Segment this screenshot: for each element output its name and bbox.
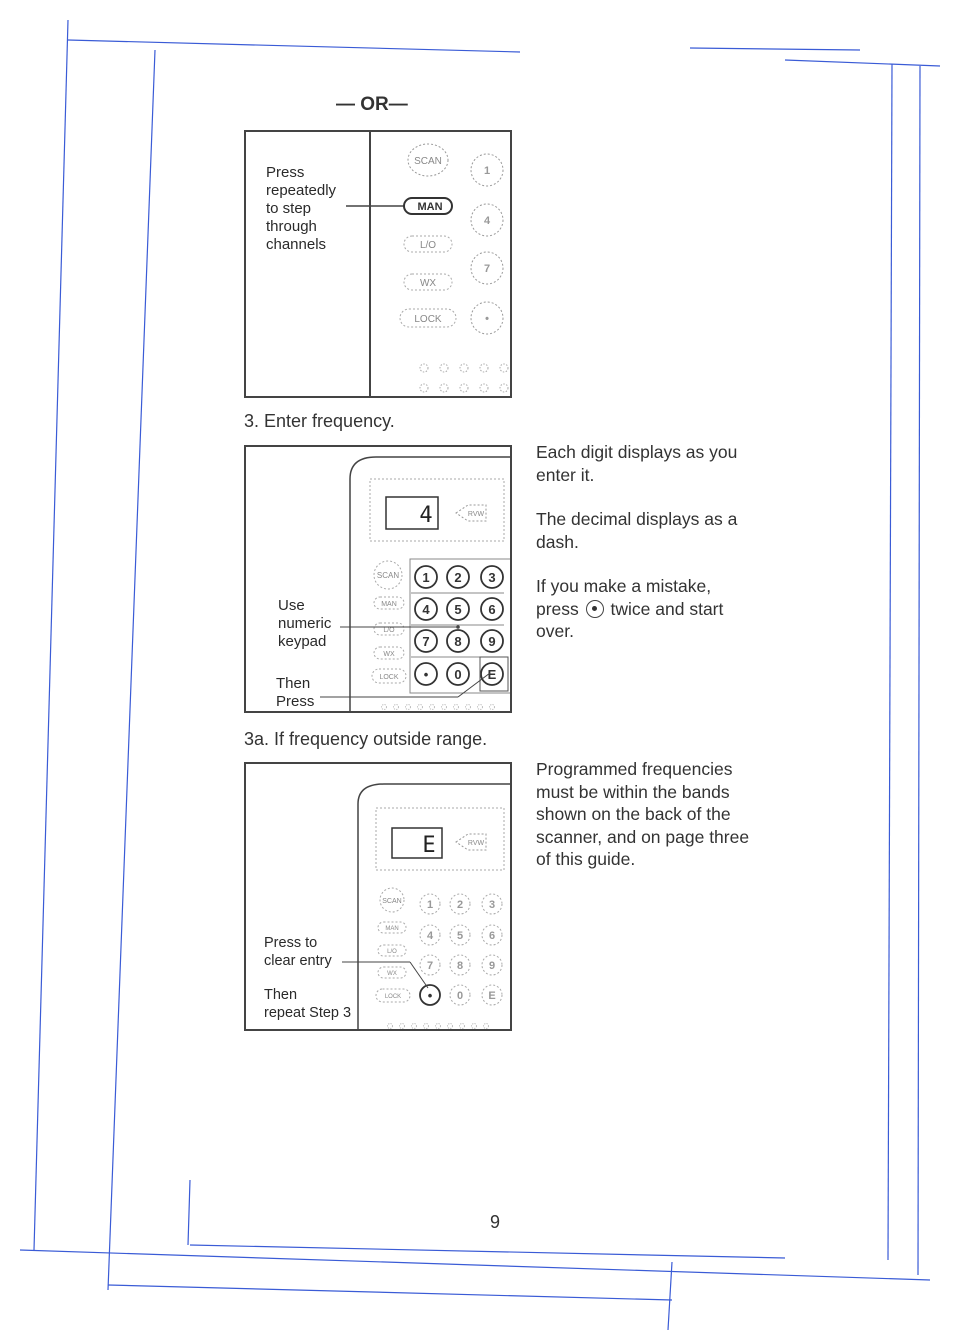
- dot-key-icon: [586, 600, 604, 618]
- lock-key-label: LOCK: [379, 674, 399, 681]
- programmed-frequencies-note: Programmed frequencies must be within the bands shown on the back of the scanner, and on page three of this guide.: [536, 759, 750, 869]
- key-7-label: 7: [422, 634, 430, 649]
- digit-display-note: Each digit displays as you enter it.: [536, 442, 738, 485]
- key-dot: [471, 302, 503, 334]
- press-repeatedly-label: Press repeatedly to step through channels: [266, 164, 337, 253]
- key-4: [471, 204, 503, 236]
- step-3a-heading: 3a. If frequency outside range.: [244, 729, 488, 749]
- key-9-label: 9: [488, 634, 496, 649]
- mistake-note: [536, 575, 736, 643]
- key-7: [471, 252, 503, 284]
- key-dot-label: •: [485, 313, 489, 325]
- numeric-keypad: [420, 894, 502, 1005]
- key-1: [471, 154, 503, 186]
- key-3-label: 3: [488, 570, 496, 585]
- lock-key-label: LOCK: [384, 994, 402, 1000]
- function-keys: [376, 888, 410, 1002]
- wx-key-label: WX: [419, 278, 437, 289]
- then-press-label: Then Press: [276, 675, 315, 710]
- key-dot-label: •: [427, 988, 433, 1003]
- key-3-label: 3: [488, 899, 496, 911]
- repeat-step-label: Then repeat Step 3: [264, 987, 352, 1021]
- lo-key-label: L/O: [419, 240, 437, 251]
- clear-entry-label: Press to clear entry: [264, 935, 332, 969]
- lo-key-label: L/O: [383, 627, 395, 634]
- key-7-label: 7: [426, 960, 434, 972]
- scan-key-label: SCAN: [376, 571, 400, 580]
- key-2-label: 2: [454, 570, 462, 585]
- lock-key: [400, 309, 456, 327]
- wx-key-label: WX: [387, 971, 397, 977]
- wx-key-label: WX: [383, 651, 395, 658]
- key-5-label: 5: [456, 930, 464, 942]
- key-4-label: 4: [426, 930, 434, 942]
- man-key-label: MAN: [417, 201, 443, 213]
- key-2-label: 2: [456, 899, 464, 911]
- speaker-holes: [420, 364, 508, 392]
- key-4-label: 4: [483, 215, 491, 227]
- man-key: [404, 198, 452, 214]
- rvw-key-label: RVW: [467, 840, 485, 847]
- key-1-label: 1: [426, 899, 434, 911]
- scan-key-label: SCAN: [382, 898, 402, 905]
- use-keypad-label: Use numeric keypad: [278, 597, 332, 650]
- key-6-label: 6: [488, 930, 496, 942]
- key-7-label: 7: [483, 263, 491, 275]
- rvw-key-label: RVW: [467, 511, 485, 518]
- mistake-note-part1: If you make a mistake, press: [536, 576, 712, 619]
- key-0-label: 0: [456, 990, 464, 1002]
- key-e-label: E: [488, 990, 496, 1002]
- scanner-front-illustration: [246, 447, 512, 713]
- lo-key-label: L/O: [387, 949, 397, 955]
- wx-key: [404, 274, 452, 290]
- decimal-display-note: The decimal displays as a dash.: [536, 509, 738, 552]
- key-8-label: 8: [456, 960, 464, 972]
- key-4-label: 4: [422, 602, 430, 617]
- key-0-label: 0: [454, 667, 462, 682]
- lo-key: [404, 236, 452, 252]
- key-e-label: E: [487, 667, 497, 682]
- man-key-label: MAN: [385, 926, 399, 932]
- lcd-digit: 4: [419, 503, 433, 528]
- man-key-label: MAN: [381, 601, 397, 608]
- lock-key-label: LOCK: [414, 314, 442, 325]
- key-1-label: 1: [483, 165, 491, 177]
- manual-step-panel: [244, 130, 512, 398]
- enter-frequency-panel: [244, 445, 512, 713]
- mistake-note-part2: twice and start over.: [536, 598, 724, 641]
- page-number: 9: [490, 1212, 501, 1232]
- key-1-label: 1: [422, 570, 430, 585]
- scan-key: [408, 144, 448, 176]
- lcd-error: E: [422, 833, 436, 858]
- key-5-label: 5: [454, 602, 462, 617]
- scan-key-label: SCAN: [414, 156, 442, 167]
- function-keys: [372, 561, 406, 683]
- key-6-label: 6: [488, 602, 496, 617]
- key-dot-label: •: [423, 667, 429, 682]
- step-3-heading: 3. Enter frequency.: [244, 411, 395, 431]
- key-8-label: 8: [454, 634, 462, 649]
- key-9-label: 9: [488, 960, 496, 972]
- or-divider: — OR—: [336, 94, 408, 115]
- out-of-range-panel: [244, 762, 512, 1031]
